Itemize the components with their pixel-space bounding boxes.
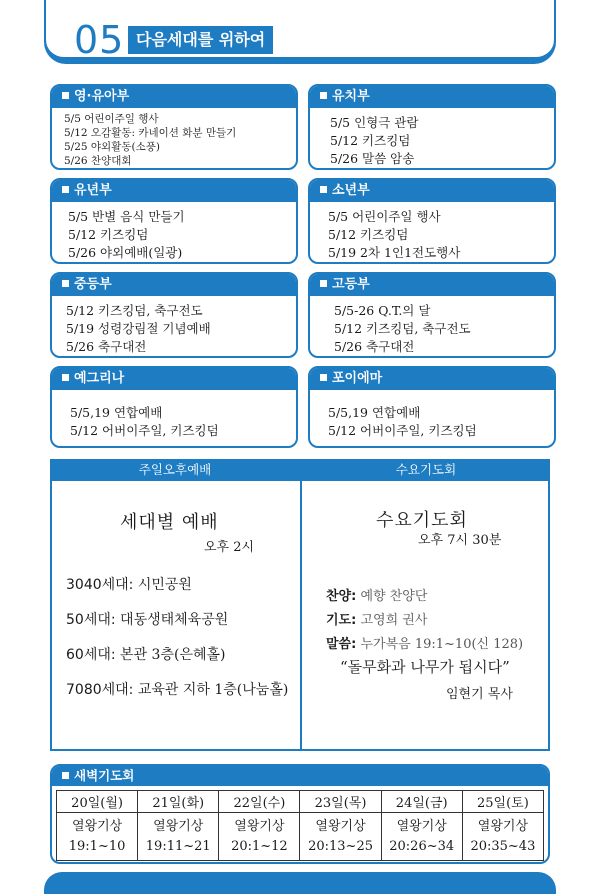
wednesday-time: 오후 7시 30분: [418, 533, 502, 548]
square-bullet-icon: [320, 92, 327, 99]
dept-name: 소년부: [332, 183, 370, 198]
group-label: 7080세대:: [66, 682, 134, 698]
list-item: 5/5 반별 음식 만들기: [68, 209, 185, 224]
dept-name: 중등부: [74, 277, 112, 292]
group-place: 본관 3층(은혜홀): [120, 647, 226, 663]
list-item: 5/5,19 연합예배: [328, 405, 421, 420]
worship-divider: [300, 459, 302, 751]
reading-verse: 20:26~34: [389, 838, 455, 854]
list-item: 5/5-26 Q.T.의 달: [334, 303, 431, 318]
praise-value: 예향 찬양단: [360, 589, 428, 604]
list-item: 5/26 축구대전: [334, 339, 415, 354]
list-item: 5/12 어버이주일, 키즈킹덤: [70, 423, 219, 438]
square-bullet-icon: [62, 772, 69, 779]
word-value: 누가복음 19:1~10(신 128): [360, 637, 524, 652]
day-cell: 21일(화): [138, 791, 219, 813]
dept-name: 예그리나: [74, 371, 125, 386]
reading-verse: 19:1~10: [68, 838, 126, 854]
sermon-title: “돌무화과 나무가 됩시다”: [340, 658, 510, 676]
group-label: 3040세대:: [66, 577, 134, 593]
reading-verse: 19:11~21: [145, 838, 211, 854]
list-item: 5/5,19 연합예배: [70, 405, 163, 420]
list-item: 5/12 오감활동: 카네이션 화분 만들기: [64, 127, 237, 139]
dept-high: [308, 272, 556, 358]
dept-child: [50, 178, 298, 264]
day-cell: 24일(금): [381, 791, 462, 813]
square-bullet-icon: [62, 374, 69, 381]
wednesday-band: 수요기도회: [302, 459, 550, 481]
day-cell: 22일(수): [219, 791, 300, 813]
reading-book: 열왕기상: [477, 818, 528, 834]
group-place: 대동생태체육공원: [120, 612, 229, 628]
sunday-group: [66, 609, 228, 629]
square-bullet-icon: [62, 186, 69, 193]
dawn-schedule-table: [56, 790, 544, 861]
reading-cell: [381, 813, 462, 861]
section-number: 05: [74, 18, 125, 62]
list-item: 5/12 키즈킹덤: [330, 133, 411, 148]
preacher: 임현기 목사: [446, 687, 513, 702]
footer-bar: [44, 872, 556, 894]
day-cell: 23일(목): [300, 791, 381, 813]
sunday-group: [66, 679, 288, 699]
reading-cell: [300, 813, 381, 861]
group-place: 교육관 지하 1층(나눔홀): [137, 682, 289, 698]
dept-name: 고등부: [332, 277, 370, 292]
list-item: 5/26 축구대전: [66, 339, 147, 354]
list-item: 5/5 어린이주일 행사: [64, 113, 159, 125]
dept-infant: [50, 84, 298, 170]
dept-name: 유년부: [74, 183, 112, 198]
dawn-title: 새벽기도회: [74, 768, 135, 783]
list-item: 5/5 인형극 관람: [330, 115, 419, 130]
sunday-group: [66, 644, 225, 664]
square-bullet-icon: [320, 186, 327, 193]
dept-yegrina: [50, 366, 298, 448]
reading-book: 열왕기상: [315, 818, 366, 834]
list-item: 5/26 야외예배(일광): [68, 245, 183, 260]
list-item: 5/12 키즈킹덤: [68, 227, 149, 242]
dept-name: 영·유아부: [74, 89, 130, 104]
square-bullet-icon: [320, 374, 327, 381]
sunday-group: [66, 574, 192, 594]
list-item: 5/12 키즈킹덤: [328, 227, 409, 242]
reading-book: 열왕기상: [71, 818, 123, 834]
reading-book: 열왕기상: [396, 818, 447, 834]
dept-name: 포이에마: [332, 371, 383, 386]
reading-cell: [57, 813, 138, 861]
wednesday-praise: [326, 585, 427, 604]
dept-middle: [50, 272, 298, 358]
square-bullet-icon: [62, 92, 69, 99]
list-item: 5/26 찬양대회: [64, 155, 132, 167]
group-label: 60세대:: [66, 647, 116, 663]
section-title: 다음세대를 위하여: [128, 26, 273, 54]
group-label: 50세대:: [66, 612, 116, 628]
reading-verse: 20:35~43: [470, 838, 536, 854]
sunday-title: 세대별 예배: [120, 512, 219, 533]
reading-verse: 20:13~25: [308, 838, 373, 854]
group-place: 시민공원: [137, 577, 192, 593]
list-item: 5/26 말씀 암송: [330, 151, 415, 166]
reading-book: 열왕기상: [153, 818, 204, 834]
wednesday-word: [326, 633, 523, 652]
day-cell: 20일(월): [57, 791, 138, 813]
wednesday-prayer: [326, 609, 427, 628]
list-item: 5/12 어버이주일, 키즈킹덤: [328, 423, 477, 438]
wednesday-title: 수요기도회: [376, 510, 468, 531]
prayer-label: 기도:: [326, 613, 357, 628]
square-bullet-icon: [320, 280, 327, 287]
dept-kinder: [308, 84, 556, 170]
list-item: 5/25 야외활동(소풍): [64, 141, 160, 153]
day-cell: 25일(토): [462, 791, 543, 813]
list-item: 5/12 키즈킹덤, 축구전도: [334, 321, 471, 336]
reading-verse: 20:1~12: [231, 838, 288, 854]
prayer-value: 고영희 권사: [360, 613, 428, 628]
list-item: 5/19 2차 1인1전도행사: [328, 245, 461, 260]
list-item: 5/12 키즈킹덤, 축구전도: [66, 303, 203, 318]
list-item: 5/19 성령강림절 기념예배: [66, 321, 211, 336]
dept-poiema: [308, 366, 556, 448]
reading-book: 열왕기상: [234, 818, 285, 834]
reading-cell: [219, 813, 300, 861]
square-bullet-icon: [62, 280, 69, 287]
dawn-prayer-box: [50, 764, 550, 864]
dept-name: 유치부: [332, 89, 370, 104]
list-item: 5/5 어린이주일 행사: [328, 209, 441, 224]
sunday-band: 주일오후예배: [50, 459, 300, 481]
reading-cell: [138, 813, 219, 861]
sunday-time: 오후 2시: [204, 540, 255, 555]
dept-youth: [308, 178, 556, 264]
word-label: 말씀:: [326, 637, 357, 652]
reading-cell: [462, 813, 543, 861]
praise-label: 찬양:: [326, 589, 357, 604]
